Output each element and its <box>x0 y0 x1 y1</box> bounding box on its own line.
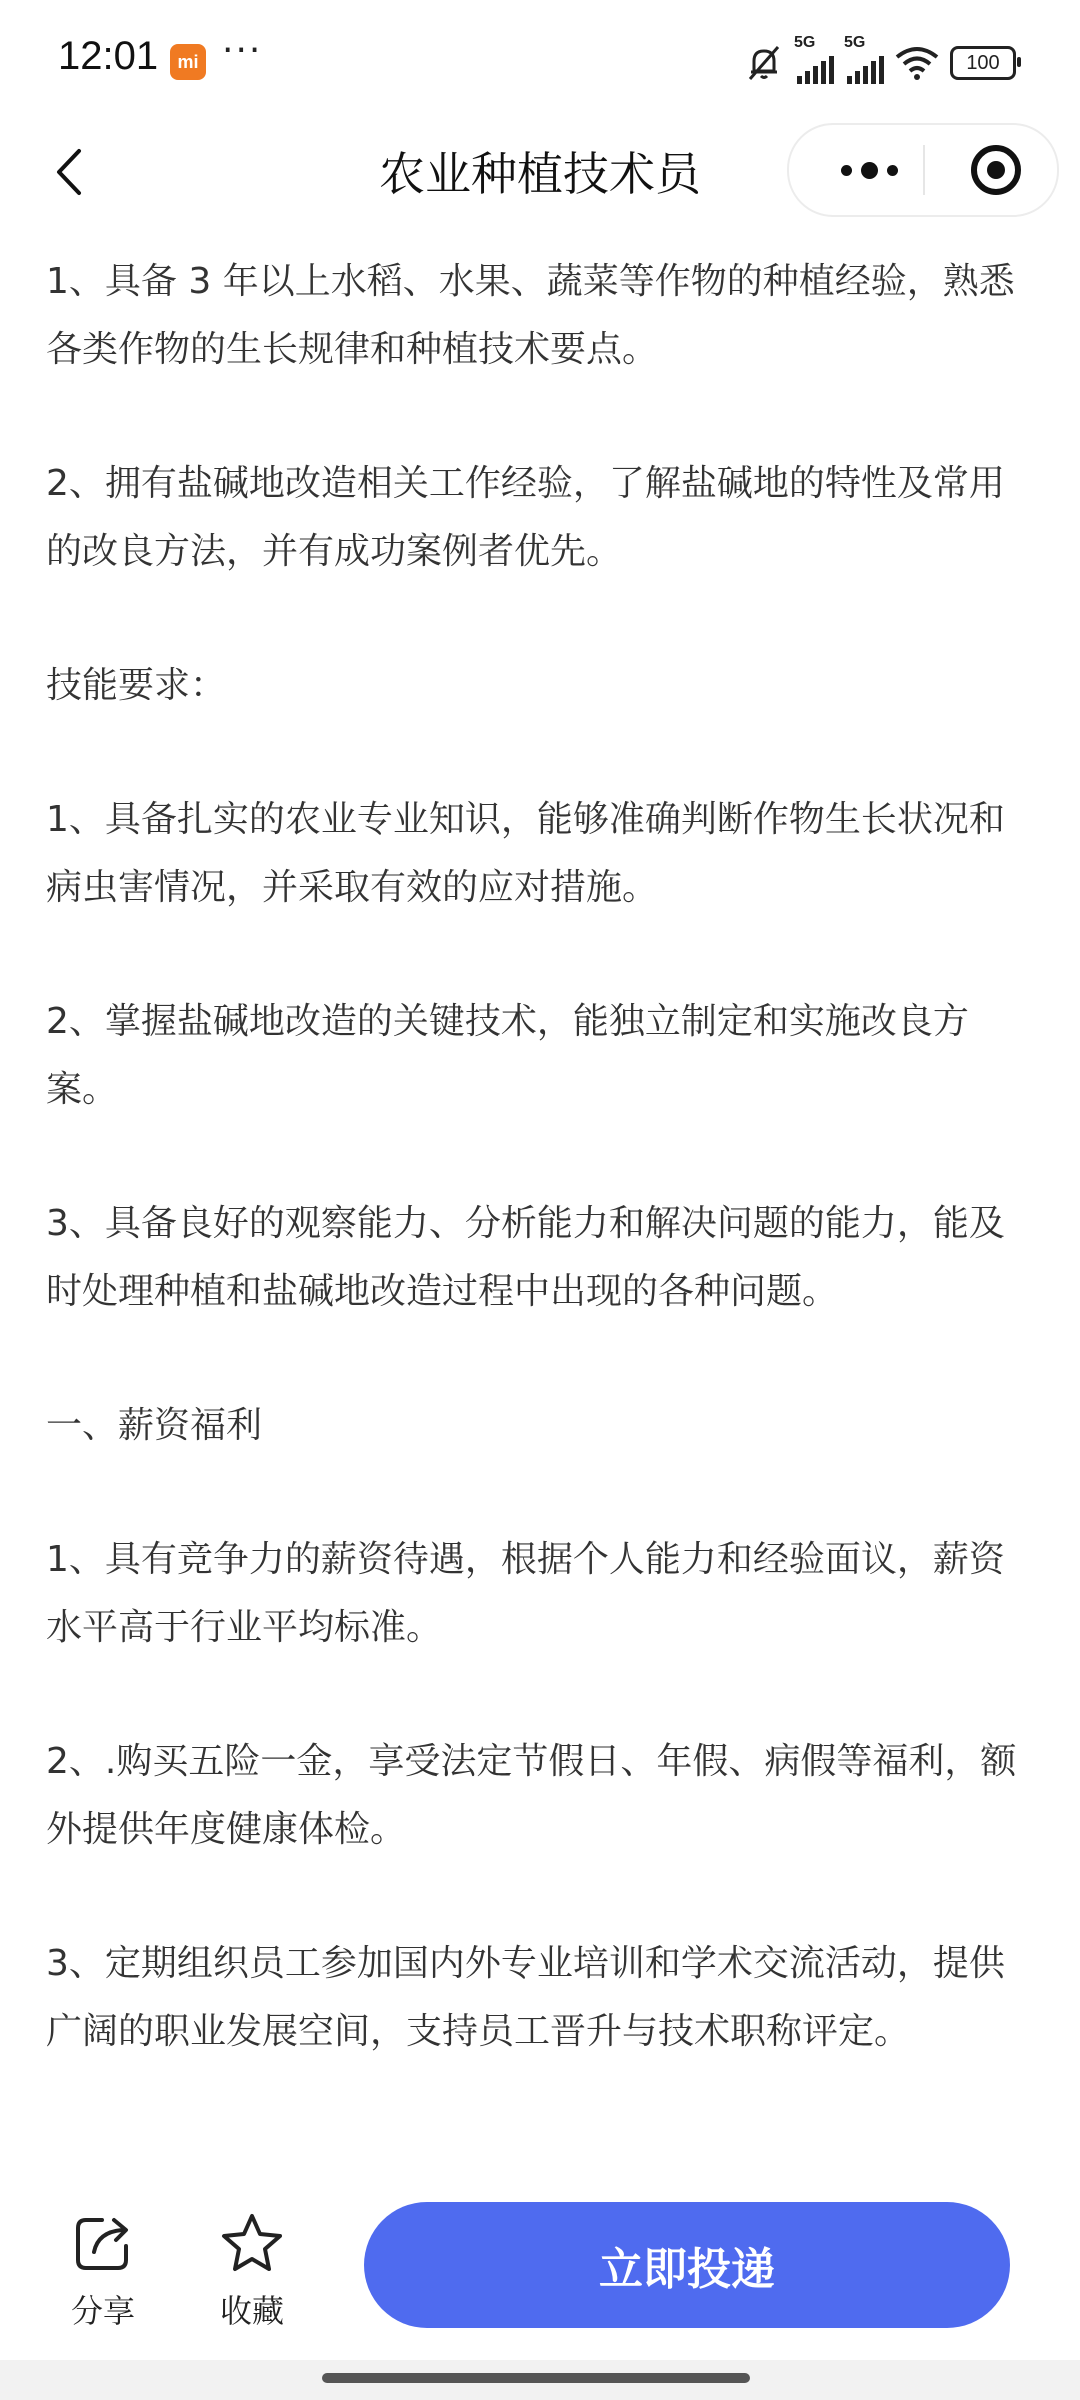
dot-icon <box>887 165 898 176</box>
apply-now-button[interactable]: 立即投递 <box>364 2202 1010 2328</box>
mute-bell-icon <box>744 43 784 83</box>
nav-bar <box>0 120 1080 220</box>
dot-icon <box>861 162 878 179</box>
dot-icon <box>841 165 852 176</box>
section-heading: 一、薪资福利 <box>46 1405 263 1446</box>
more-options-button[interactable] <box>823 155 915 185</box>
paragraph: 3、定期组织员工参加国内外专业培训和学术交流活动，提供广阔的职业发展空间，支持员工晋升与技术职称评定。 <box>46 1943 1005 2052</box>
home-indicator[interactable] <box>322 2373 750 2383</box>
share-label: 分享 <box>70 2292 135 2330</box>
job-description <box>46 248 1036 2132</box>
favorite-button[interactable] <box>197 2212 307 2332</box>
battery-icon: 100 <box>950 46 1016 80</box>
back-button[interactable] <box>38 142 98 202</box>
chevron-left-icon <box>53 147 83 197</box>
paragraph: 2、拥有盐碱地改造相关工作经验，了解盐碱地的特性及常用的改良方法，并有成功案例者优先。 <box>46 463 1005 572</box>
paragraph: 1、具有竞争力的薪资待遇，根据个人能力和经验面议，薪资水平高于行业平均标准。 <box>46 1539 1005 1648</box>
status-time: 12:01 <box>58 34 159 78</box>
paragraph: 1、具备 3 年以上水稻、水果、蔬菜等作物的种植经验，熟悉各类作物的生长规律和种植技术要点。 <box>46 261 1015 370</box>
cellular-signal-1-icon: 5G <box>794 42 834 84</box>
paragraph: 2、.购买五险一金，享受法定节假日、年假、病假等福利，额外提供年度健康体检。 <box>46 1741 1017 1850</box>
wifi-icon <box>894 45 940 81</box>
share-button[interactable] <box>48 2212 158 2332</box>
bottom-action-bar <box>0 2180 1080 2360</box>
paragraph: 1、具备扎实的农业专业知识，能够准确判断作物生长状况和病虫害情况，并采取有效的应对措施。 <box>46 799 1005 908</box>
star-icon <box>219 2212 285 2274</box>
page-title: 农业种植技术员 <box>379 147 701 201</box>
cellular-signal-2-icon: 5G <box>844 42 884 84</box>
capsule-divider <box>923 145 925 195</box>
mini-program-capsule <box>787 123 1059 217</box>
paragraph: 2、掌握盐碱地改造的关键技术，能独立制定和实施改良方案。 <box>46 1001 969 1110</box>
status-bar <box>0 0 1080 120</box>
favorite-label: 收藏 <box>219 2292 284 2330</box>
status-icons <box>744 34 1016 88</box>
paragraph: 3、具备良好的观察能力、分析能力和解决问题的能力，能及时处理种植和盐碱地改造过程中出现的各种问题。 <box>46 1203 1005 1312</box>
close-miniprogram-icon[interactable] <box>971 145 1021 195</box>
section-heading: 技能要求： <box>46 665 227 706</box>
share-icon <box>72 2212 134 2274</box>
mi-app-icon: mi <box>170 44 206 80</box>
more-notifications-icon: ··· <box>222 30 263 71</box>
